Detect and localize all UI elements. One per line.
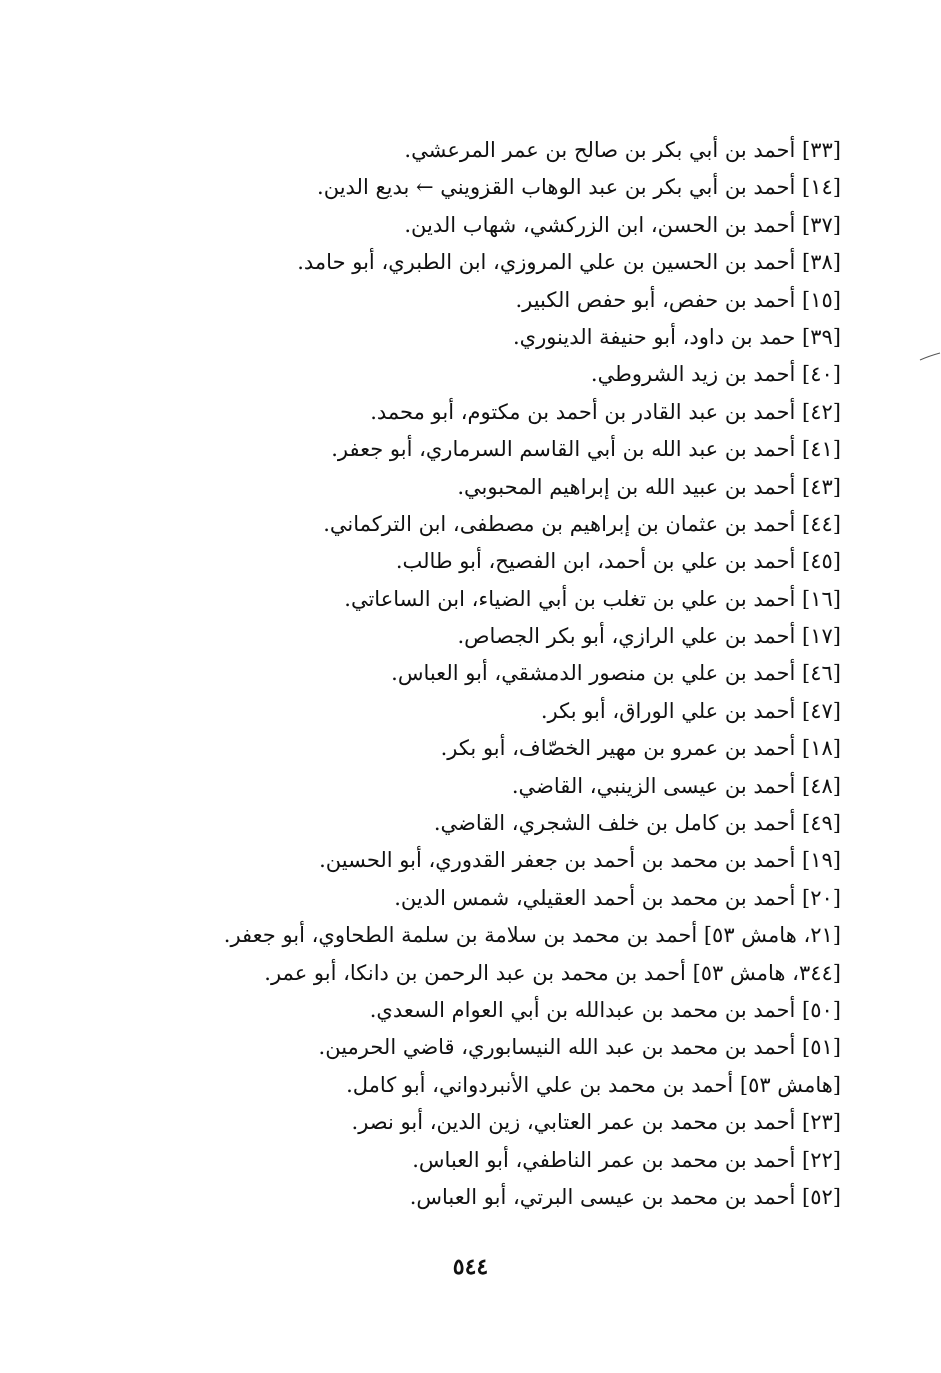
index-entry: [٣٨] أحمد بن الحسين بن علي المروزي، ابن الطبري، أبو حامد. xyxy=(297,250,841,275)
index-entry: [٥٢] أحمد بن محمد بن عيسى البرتي، أبو العباس. xyxy=(409,1184,841,1209)
index-entry: [٣٩] حمد بن داود، أبو حنيفة الدينوري. xyxy=(512,324,841,349)
index-entry: [١٤] أحمد بن أبي بكر بن عبد الوهاب القزويني ← بديع الدين. xyxy=(317,175,841,200)
index-entry: [٢٢] أحمد بن محمد بن عمر الناطفي، أبو العباس. xyxy=(412,1147,841,1172)
margin-mark xyxy=(919,350,941,364)
index-entry: [١٧] أحمد بن علي الرازي، أبو بكر الجصاص. xyxy=(457,624,841,649)
index-entry: [١٩] أحمد بن محمد بن أحمد بن جعفر القدوري، أبو الحسين. xyxy=(319,848,841,873)
index-entries xyxy=(161,132,841,1216)
index-entry: [١٥] أحمد بن حفص، أبو حفص الكبير. xyxy=(515,287,841,312)
index-entry: [٤٩] أحمد بن كامل بن خلف الشجري، القاضي. xyxy=(433,811,841,836)
index-entry: [٤٧] أحمد بن علي الوراق، أبو بكر. xyxy=(540,698,841,723)
index-entry: [٤٢] أحمد بن عبد القادر بن أحمد بن مكتوم، أبو محمد. xyxy=(370,399,841,424)
index-entry: [٣٣] أحمد بن أبي بكر بن صالح بن عمر المرعشي. xyxy=(404,138,841,162)
index-entry: [٥٠] أحمد بن محمد بن عبدالله بن أبي العوام السعدي. xyxy=(369,997,841,1022)
index-entry: [٢٠] أحمد بن محمد بن أحمد العقيلي، شمس الدين. xyxy=(394,885,841,910)
index-entry: [٤٤] أحمد بن عثمان بن إبراهيم بن مصطفى، ابن التركماني. xyxy=(323,511,841,536)
index-entry: [٤٦] أحمد بن علي بن منصور الدمشقي، أبو العباس. xyxy=(391,661,841,686)
page-number: ٥٤٤ xyxy=(452,1254,489,1280)
index-entry: [٤٥] أحمد بن علي بن أحمد، ابن الفصيح، أبو طالب. xyxy=(395,549,841,574)
index-entry: [٢٣] أحمد بن محمد بن عمر العتابي، زين الدين، أبو نصر. xyxy=(351,1110,841,1135)
index-entry: [١٨] أحمد بن عمرو بن مهير الخصّاف، أبو بكر. xyxy=(440,736,841,761)
index-entry: [٥١] أحمد بن محمد بن عبد الله النيسابوري، قاضي الحرمين. xyxy=(318,1035,841,1060)
index-entry: [هامش ٥٣] أحمد بن محمد بن علي الأنبردواني، أبو كامل. xyxy=(346,1072,841,1097)
index-entry: [٢١، هامش ٥٣] أحمد بن محمد بن سلامة بن سلمة الطحاوي، أبو جعفر. xyxy=(223,923,841,948)
index-entry: [٤٠] أحمد بن زيد الشروطي. xyxy=(590,362,841,387)
index-entry: [٣٧] أحمد بن الحسن، ابن الزركشي، شهاب الدين. xyxy=(404,212,841,237)
index-entry: [٤١] أحمد بن عبد الله بن أبي القاسم السرماري، أبو جعفر. xyxy=(331,437,841,462)
index-entry: [٤٣] أحمد بن عبيد الله بن إبراهيم المحبوبي. xyxy=(457,474,841,499)
index-entry: [١٦] أحمد بن علي بن تغلب بن أبي الضياء، ابن الساعاتي. xyxy=(344,586,841,611)
index-entry: [٣٤٤، هامش ٥٣] أحمد بن محمد بن عبد الرحمن بن دانكا، أبو عمر. xyxy=(264,960,841,985)
index-entry: [٤٨] أحمد بن عيسى الزينبي، القاضي. xyxy=(511,773,841,798)
